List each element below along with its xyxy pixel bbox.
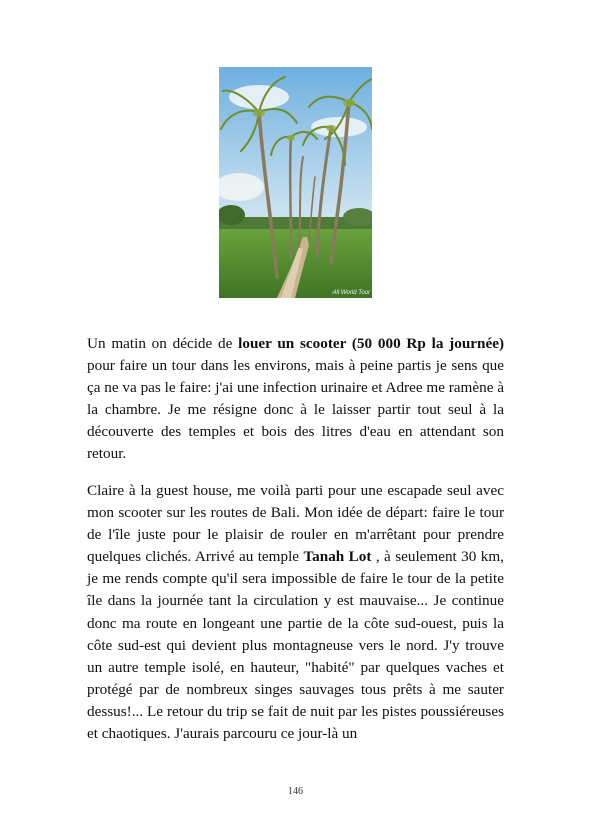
p2-text-end: , à seulement 30 km, je me rends compte qu'il sera impossible de faire le tour de la petite île dans la journée tant la circulation y est mauvaise... Je continue donc ma route en longeant une partie de la côte sud-ouest, puis la côte sud-est qui devient plus montagneuse vers le nord. J'y trouve un autre temple isolé, en hauteur, "habité" par quelques vaches et protégé par de nombreux singes sauvages tous prêts à me sauter dessus!... Le retour du trip se fait de nuit par les pistes poussiéreuses et chaotiques. J'aurais parcouru ce jour-là un bbox=[87, 548, 504, 743]
photo-watermark: All World Tour bbox=[332, 290, 370, 296]
paragraph-bali-trip bbox=[87, 480, 504, 745]
p1-text-start: Un matin on décide de bbox=[87, 335, 239, 352]
palm-path-photo bbox=[219, 67, 372, 298]
page-number: 146 bbox=[288, 786, 303, 797]
p1-bold-scooter: louer un scooter (50 000 Rp la journée) bbox=[238, 335, 504, 352]
p2-bold-temple: Tanah Lot bbox=[303, 548, 372, 566]
paragraph-scooter-rental bbox=[87, 333, 504, 466]
palm-path-illustration bbox=[219, 67, 372, 298]
p1-text-end: pour faire un tour dans les environs, mais à peine partis je sens que ça ne va pas le faire: j'ai une infection urinaire et Adree me ramène à la chambre. Je me résigne donc à le laisser partir tout seul à la découverte des temples et bois des litres d'eau en attendant son retour. bbox=[87, 357, 504, 463]
p2-text-start: Claire à la guest house, me voilà parti pour une escapade seul avec mon scooter sur les routes de Bali. Mon idée de départ: faire le tour de l'île juste pour le plaisir de rouler en m'arrêtant pour prendre quelques clichés. Arrivé au temple bbox=[87, 482, 504, 566]
